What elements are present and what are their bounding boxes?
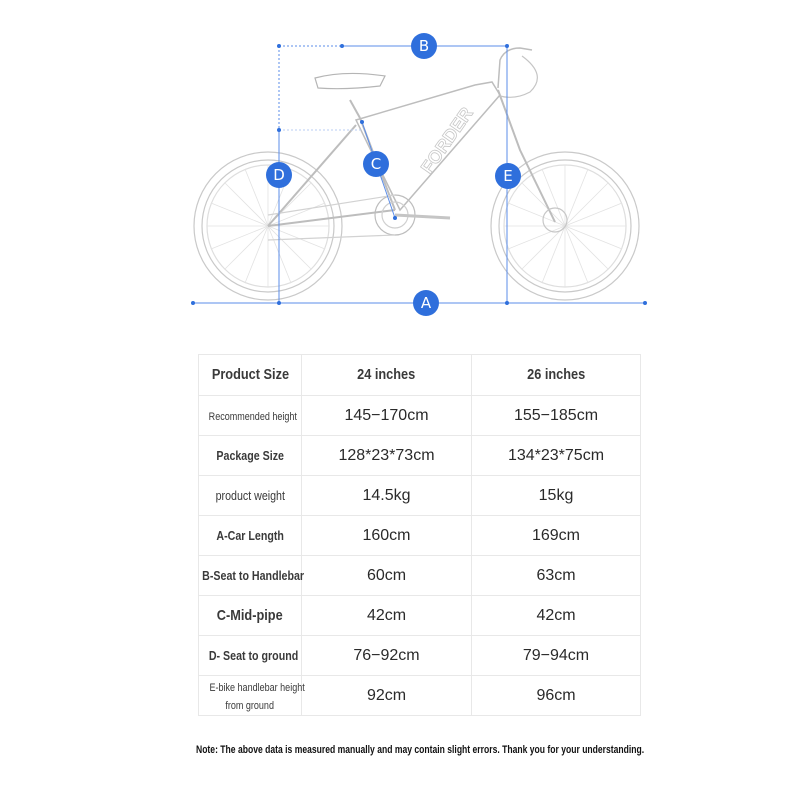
row-label: B-Seat to Handlebar <box>202 567 305 583</box>
table-row <box>199 676 641 716</box>
row-label: D- Seat to ground <box>208 647 299 663</box>
marker-d-badge: D <box>266 162 292 188</box>
bike-dimension-diagram <box>0 0 800 330</box>
value-24: 160cm <box>362 526 411 544</box>
value-24: 128*23*73cm <box>338 446 435 464</box>
marker-a-badge: A <box>413 290 439 316</box>
value-26: 63cm <box>536 566 576 584</box>
row-label-line2: from ground <box>225 699 275 712</box>
row-label: A-Car Length <box>216 527 284 543</box>
value-24: 14.5kg <box>362 486 411 504</box>
marker-e-badge: E <box>495 163 521 189</box>
row-label: product weight <box>215 487 285 503</box>
size-spec-table <box>198 354 641 716</box>
table-row <box>199 436 641 476</box>
marker-c-badge: C <box>363 151 389 177</box>
header-label-cell: Product Size <box>199 355 302 396</box>
table-row <box>199 476 641 516</box>
table-row <box>199 516 641 556</box>
value-26: 155−185cm <box>513 406 599 424</box>
header-24-inches: 24 inches <box>302 355 472 396</box>
value-26: 96cm <box>536 686 576 704</box>
value-24: 92cm <box>366 686 407 704</box>
value-26: 169cm <box>531 526 581 544</box>
value-24: 145−170cm <box>344 406 429 424</box>
value-24: 60cm <box>366 566 407 584</box>
table-header-row <box>199 355 641 396</box>
marker-b-badge: B <box>411 33 437 59</box>
table-row <box>199 556 641 596</box>
value-26: 134*23*75cm <box>507 446 605 464</box>
measurement-note: Note: The above data is measured manually and may contain slight errors. Thank you for your understanding. <box>196 744 645 756</box>
header-26-inches: 26 inches <box>472 355 641 396</box>
bicycle-illustration <box>0 0 800 330</box>
row-label: Recommended height <box>208 410 297 423</box>
value-24: 76−92cm <box>353 646 420 664</box>
value-26: 42cm <box>536 606 576 624</box>
table-row <box>199 396 641 436</box>
svg-text:FORDER: FORDER <box>416 103 477 178</box>
table-row <box>199 636 641 676</box>
table-row <box>199 596 641 636</box>
value-26: 15kg <box>538 486 574 504</box>
row-label: C-Mid-pipe <box>217 606 283 624</box>
value-24: 42cm <box>366 606 407 624</box>
row-label: Package Size <box>216 447 284 463</box>
value-26: 79−94cm <box>522 646 590 664</box>
row-label-line1: E-bike handlebar height <box>209 681 305 694</box>
